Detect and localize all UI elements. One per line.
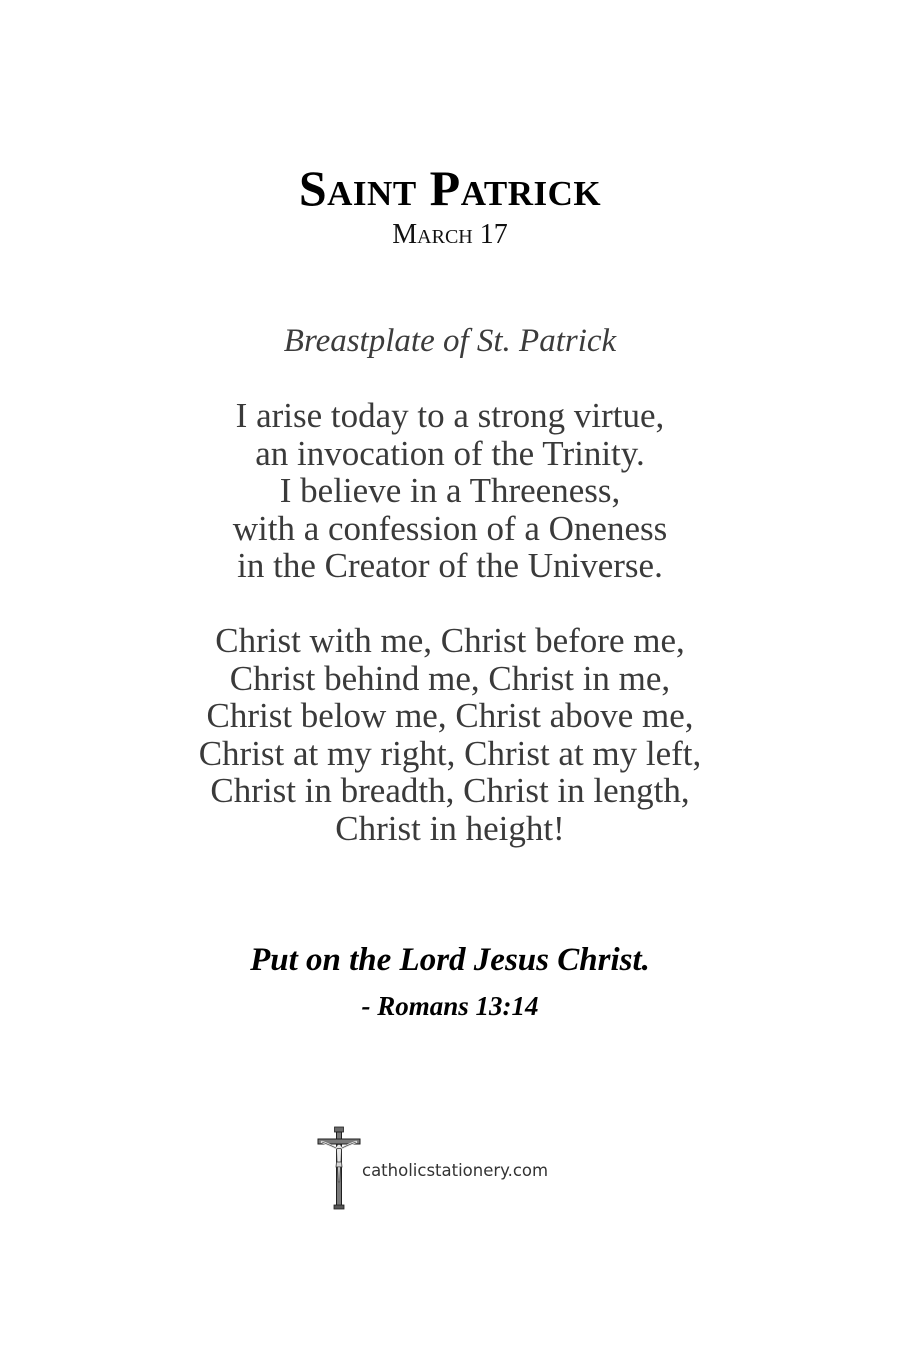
prayer-line: Christ with me, Christ before me, [215, 621, 685, 660]
prayer-line: Christ behind me, Christ in me, [229, 658, 671, 698]
prayer-stanza-2 [0, 622, 900, 847]
prayer-line: in the Creator of the Universe. [237, 546, 663, 585]
prayer-line: I arise today to a strong virtue, [235, 396, 665, 435]
website-link[interactable]: catholicstationery.com [362, 1160, 549, 1180]
prayer-line: Christ in breadth, Christ in length, [210, 771, 690, 810]
prayer-stanza-1 [0, 397, 900, 585]
prayer-line: Christ in height! [335, 808, 565, 848]
prayer-line: an invocation of the Trinity. [255, 433, 645, 473]
feast-date: March 17 [392, 219, 508, 250]
prayer-line: Christ below me, Christ above me, [206, 696, 694, 735]
prayer-line: Christ at my right, Christ at my left, [198, 733, 702, 773]
footer [316, 1126, 548, 1210]
prayer-line: I believe in a Threeness, [279, 471, 621, 510]
page-title: Saint Patrick [298, 160, 602, 216]
scripture-verse: Put on the Lord Jesus Christ. [250, 942, 650, 978]
prayer-title: Breastplate of St. Patrick [283, 323, 617, 359]
prayer-line: with a confession of a Oneness [232, 508, 668, 548]
scripture-reference: - Romans 13:14 [361, 991, 539, 1021]
crucifix-icon [316, 1126, 362, 1210]
